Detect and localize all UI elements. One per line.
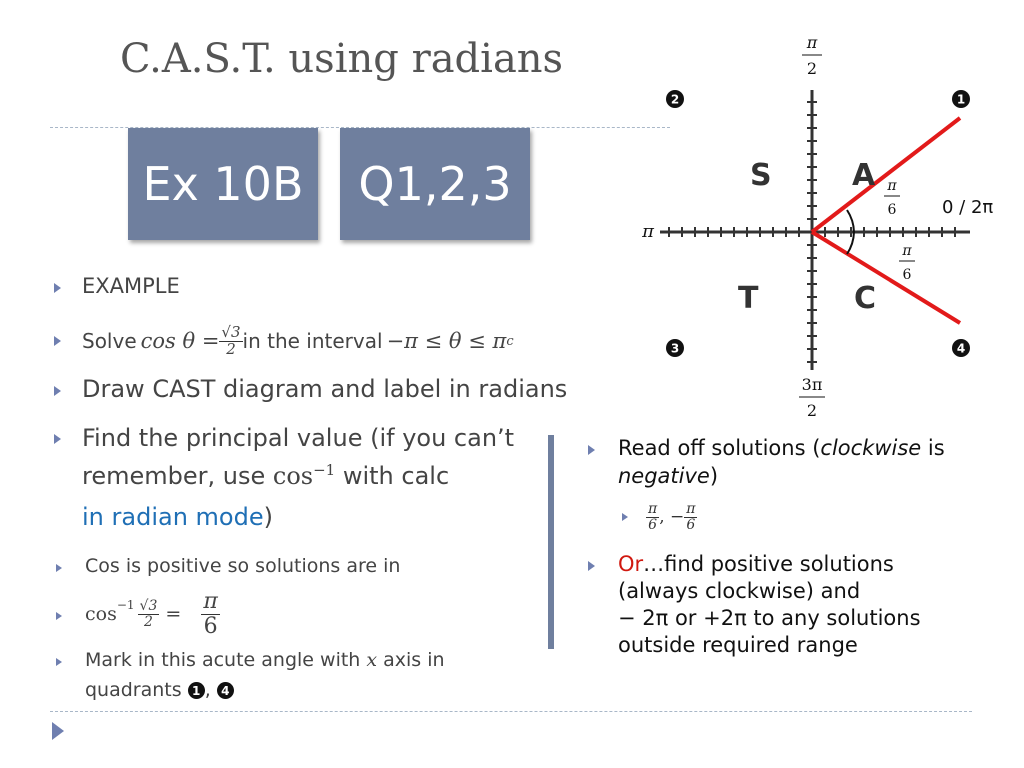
solution-1-den: 6	[648, 516, 658, 533]
mark-line2-prefix: quadrants	[85, 679, 188, 701]
angle-label-1-den: 6	[887, 202, 897, 218]
read-negative: negative	[618, 464, 710, 488]
quadrant-4-marker	[952, 339, 970, 357]
exercise-box	[128, 128, 318, 240]
bottom-divider	[50, 711, 972, 712]
solve-range-sup: c	[506, 333, 514, 349]
read-solutions-line2	[618, 464, 718, 488]
pv-fraction	[138, 599, 160, 629]
angle-label-2-den: 6	[902, 267, 912, 283]
bullet-icon	[588, 561, 595, 571]
quadrant-A: A	[852, 158, 876, 193]
solve-interval-text: in the interval	[242, 329, 383, 353]
questions-label: Q1,2,3	[358, 157, 512, 211]
solution-1-num: π	[648, 500, 658, 517]
read-suffix: is	[921, 436, 945, 460]
sub-bullet-icon	[622, 513, 628, 521]
pv-fraction-num: √3	[139, 597, 158, 614]
svg-text:4: 4	[956, 341, 966, 356]
solutions-list	[646, 496, 697, 538]
solution-2-num: π	[686, 500, 696, 517]
read-clockwise: clockwise	[820, 436, 922, 460]
radian-mode-text: in radian mode	[82, 503, 264, 531]
quadrant-3-marker	[666, 339, 684, 357]
pv-fraction-den: 2	[144, 613, 153, 630]
mark-line1-suffix: axis in	[377, 649, 445, 671]
pv-sup: −1	[116, 598, 135, 612]
read-prefix: Read off solutions (	[618, 436, 821, 460]
bullet-icon	[54, 386, 61, 396]
bullet-icon	[54, 434, 61, 444]
mark-angle-line2	[85, 679, 234, 701]
label-right: 0 / 2π	[942, 197, 994, 218]
quadrant-1-badge: 1	[188, 682, 205, 699]
quadrant-S: S	[750, 158, 772, 193]
solution-ray-1	[812, 118, 960, 232]
pv-result-den: 6	[203, 613, 218, 639]
next-slide-icon[interactable]	[52, 722, 64, 740]
mark-angle-line1	[85, 649, 445, 671]
bullet-icon	[54, 336, 61, 346]
or-line3: − 2π or +2π to any solutions	[618, 606, 921, 630]
quadrant-T: T	[738, 281, 759, 316]
pv-result-fraction	[201, 590, 219, 637]
cos-positive-note: Cos is positive so solutions are in	[85, 555, 401, 577]
label-top-den: 2	[806, 59, 818, 78]
sub-bullet-icon	[56, 612, 62, 620]
find-step-line2	[82, 461, 449, 490]
find-line2-prefix: remember, use	[82, 462, 273, 490]
or-label: Or	[618, 552, 644, 576]
label-bottom-den: 2	[806, 401, 818, 420]
find-step-line3	[82, 503, 273, 531]
pv-result-num: π	[203, 589, 218, 615]
questions-box	[340, 128, 530, 240]
mark-line1-prefix: Mark in this acute angle with	[85, 649, 367, 671]
cast-diagram	[620, 30, 1020, 440]
label-bottom-num: 3π	[801, 375, 823, 394]
find-line2-cos: cos	[272, 462, 314, 490]
sub-bullet-icon	[56, 564, 62, 572]
find-line3-close: )	[263, 503, 273, 531]
svg-text:1: 1	[956, 92, 966, 107]
or-line4: outside required range	[618, 633, 858, 657]
bullet-icon	[588, 445, 595, 455]
quadrant-2-marker	[666, 90, 684, 108]
vertical-divider	[548, 435, 554, 649]
solve-statement	[82, 316, 514, 366]
solution-ray-4	[812, 232, 960, 323]
quadrant-C: C	[854, 281, 877, 316]
or-line1	[618, 552, 894, 576]
read-close: )	[709, 464, 719, 488]
or-rest: …find positive solutions	[643, 552, 894, 576]
label-top-num: π	[806, 33, 818, 52]
pv-cos: cos	[85, 603, 117, 625]
mark-line1-x: x	[366, 649, 378, 671]
find-step-line1: Find the principal value (if you can’t	[82, 424, 515, 452]
quadrant-1-marker	[952, 90, 970, 108]
svg-text:2: 2	[670, 92, 680, 107]
quadrant-4-badge: 4	[217, 682, 234, 699]
mark-line2-sep: ,	[204, 679, 217, 701]
angle-label-2-num: π	[902, 243, 912, 259]
principal-value	[85, 586, 220, 642]
solve-range: −π ≤ θ ≤ π	[386, 329, 507, 353]
pv-equals: =	[159, 603, 188, 625]
angle-label-1-num: π	[887, 178, 897, 194]
svg-text:3: 3	[670, 341, 680, 356]
solve-fraction	[219, 322, 242, 358]
find-line2-suffix: with calc	[335, 462, 450, 490]
solve-fraction-num: √3	[221, 322, 241, 341]
solve-fraction-den: 2	[226, 339, 236, 358]
bullet-icon	[54, 283, 61, 293]
solve-cos: cos θ =	[140, 329, 220, 353]
draw-step: Draw CAST diagram and label in radians	[82, 375, 568, 403]
exercise-label: Ex 10B	[142, 157, 304, 211]
solutions-separator: , −	[659, 507, 685, 527]
solve-prefix: Solve	[82, 329, 137, 353]
solution-2-den: 6	[686, 516, 696, 533]
slide-title: C.A.S.T. using radians	[120, 36, 564, 82]
label-left: π	[642, 221, 654, 242]
solution-2	[684, 502, 697, 532]
example-label: EXAMPLE	[82, 274, 180, 298]
sub-bullet-icon	[56, 658, 62, 666]
or-line2: (always clockwise) and	[618, 579, 861, 603]
solution-1	[646, 502, 659, 532]
find-line2-sup: −1	[313, 461, 336, 479]
